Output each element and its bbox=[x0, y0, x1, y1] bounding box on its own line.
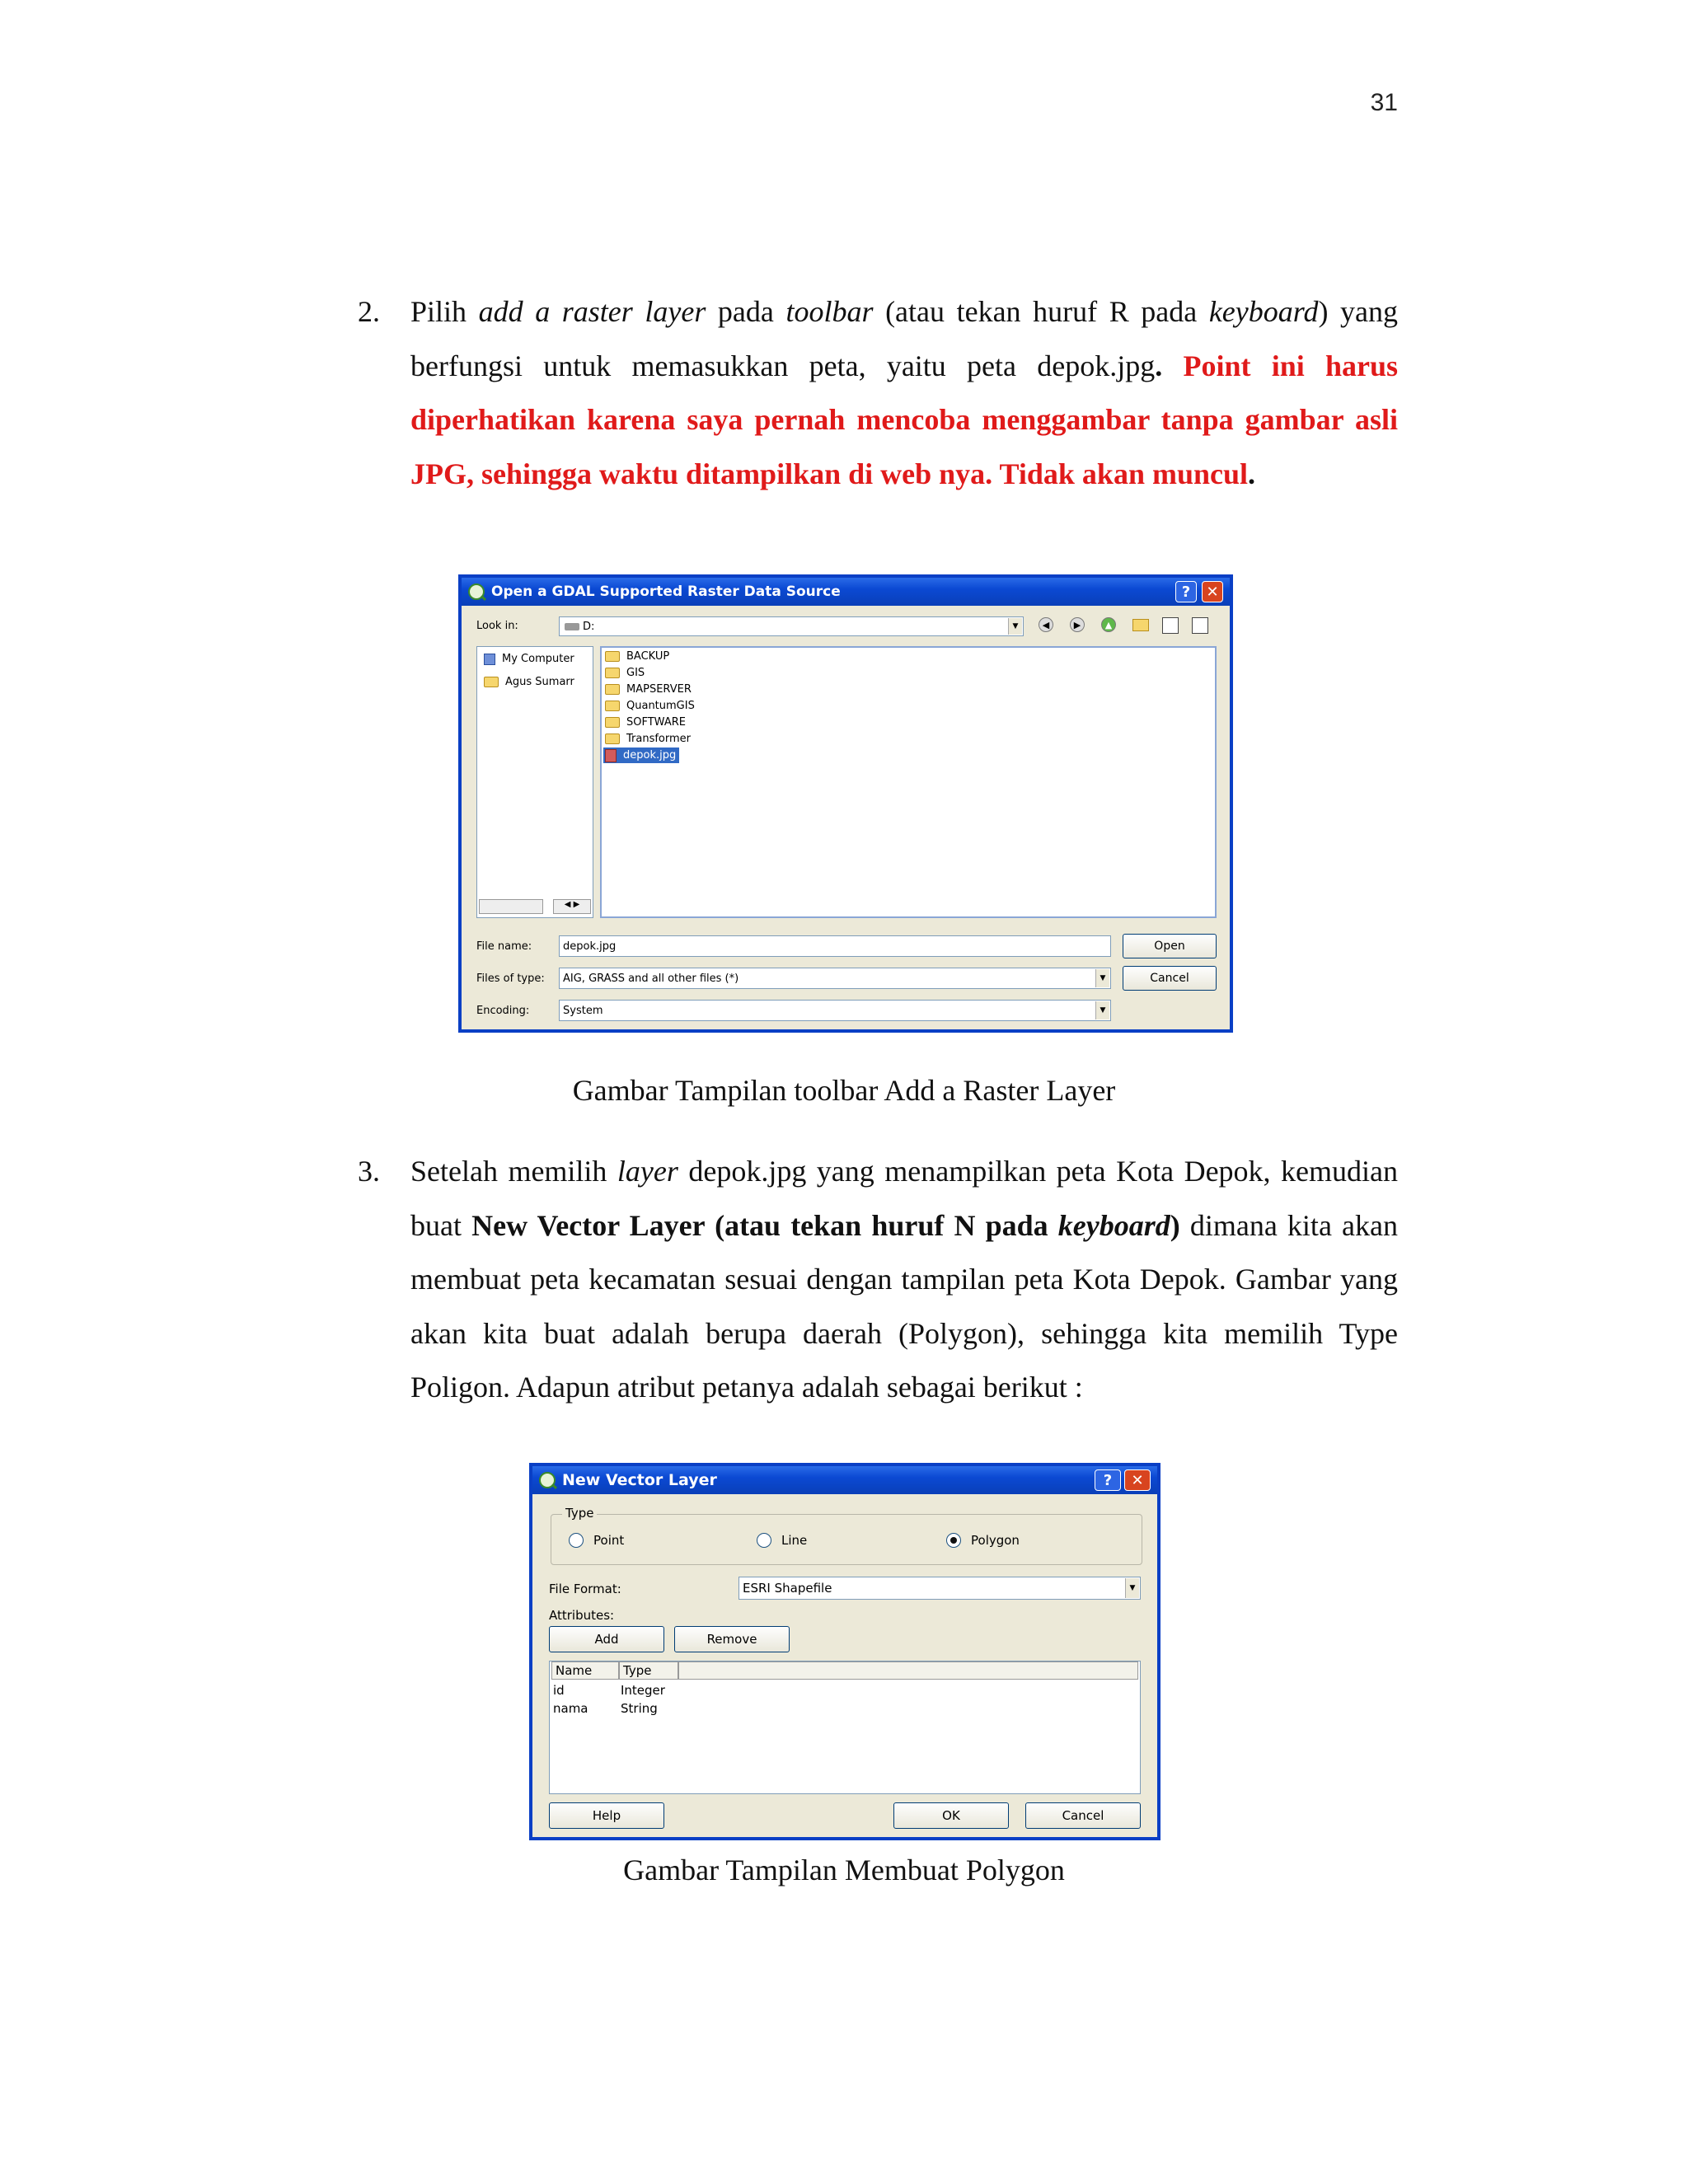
back-icon[interactable]: ◀ bbox=[1039, 617, 1053, 632]
dialog-title: Open a GDAL Supported Raster Data Source bbox=[491, 583, 841, 600]
folder-icon bbox=[605, 733, 620, 744]
file-label: depok.jpg bbox=[623, 749, 677, 762]
sidebar-item-user[interactable] bbox=[484, 674, 574, 690]
sidebar-scroll-arrows[interactable]: ◀ ▶ bbox=[553, 899, 591, 914]
text-italic: keyboard bbox=[1208, 295, 1319, 328]
folder-icon bbox=[605, 701, 620, 711]
text-bold: . bbox=[1155, 349, 1184, 382]
detail-view-icon[interactable] bbox=[1192, 617, 1208, 634]
text-bold-italic: keyboard bbox=[1057, 1208, 1170, 1242]
text-bold: . bbox=[1248, 457, 1255, 490]
text-italic: layer bbox=[617, 1155, 678, 1188]
folder-icon bbox=[605, 651, 620, 662]
column-header-filler bbox=[678, 1661, 1138, 1680]
encoding-value: System bbox=[563, 1004, 603, 1017]
help-title-button[interactable]: ? bbox=[1175, 581, 1197, 602]
cancel-button[interactable]: Cancel bbox=[1025, 1802, 1141, 1829]
text-italic: add a raster layer bbox=[478, 295, 706, 328]
add-button[interactable]: Add bbox=[549, 1626, 664, 1652]
dialog-title: New Vector Layer bbox=[562, 1471, 717, 1489]
column-header-name[interactable]: Name bbox=[551, 1661, 619, 1680]
figure-caption-2: Gambar Tampilan Membuat Polygon bbox=[623, 1854, 1065, 1886]
text: Pilih bbox=[410, 295, 479, 328]
column-header-type[interactable]: Type bbox=[619, 1661, 678, 1680]
list-item[interactable] bbox=[605, 649, 669, 664]
attributes-table bbox=[549, 1661, 1141, 1794]
type-group bbox=[551, 1514, 1142, 1565]
files-of-type-label: Files of type: bbox=[476, 972, 545, 985]
file-label: SOFTWARE bbox=[626, 716, 686, 729]
list-item[interactable] bbox=[605, 731, 691, 747]
encoding-select[interactable] bbox=[559, 1000, 1111, 1021]
text-bold: ) bbox=[1170, 1208, 1180, 1242]
chevron-down-icon: ▼ bbox=[1095, 969, 1109, 987]
list-item[interactable] bbox=[605, 698, 695, 714]
new-folder-icon[interactable] bbox=[1132, 619, 1149, 631]
list-number: 2. bbox=[358, 295, 380, 328]
image-file-icon bbox=[605, 749, 617, 762]
list-item[interactable] bbox=[605, 665, 645, 681]
warning-text: Point ini harus diperhatikan karena saya pernah mencoba menggambar tanpa gambar asli JPG, sehingga waktu ditampilkan di web nya. Tidak akan muncul bbox=[410, 349, 1398, 490]
text: Setelah memilih bbox=[410, 1155, 617, 1188]
close-title-button[interactable]: ✕ bbox=[1124, 1469, 1151, 1491]
file-label: BACKUP bbox=[626, 650, 670, 663]
text-italic: toolbar bbox=[785, 295, 874, 328]
cell-name: id bbox=[553, 1683, 565, 1698]
folder-icon bbox=[484, 677, 499, 687]
computer-icon bbox=[484, 654, 495, 665]
point-label: Point bbox=[593, 1533, 625, 1548]
sidebar-item-my-computer[interactable] bbox=[484, 651, 574, 667]
title-bar bbox=[462, 578, 1230, 606]
chevron-down-icon: ▼ bbox=[1095, 1001, 1109, 1019]
look-in-label: Look in: bbox=[476, 620, 518, 632]
files-of-type-value: AIG, GRASS and all other files (*) bbox=[563, 972, 739, 985]
sidebar-label: My Computer bbox=[502, 653, 574, 665]
list-item-selected[interactable] bbox=[603, 748, 679, 763]
folder-icon bbox=[605, 684, 620, 695]
sidebar-scrollbar[interactable] bbox=[479, 899, 543, 914]
line-radio[interactable] bbox=[757, 1533, 771, 1548]
type-group-label: Type bbox=[562, 1506, 597, 1521]
close-title-button[interactable]: ✕ bbox=[1202, 581, 1223, 602]
help-button[interactable]: Help bbox=[549, 1802, 664, 1829]
point-radio[interactable] bbox=[569, 1533, 584, 1548]
page-number: 31 bbox=[1370, 89, 1398, 116]
chevron-down-icon: ▼ bbox=[1125, 1578, 1139, 1598]
list-item[interactable] bbox=[605, 715, 686, 730]
qgis-icon bbox=[468, 583, 485, 600]
cell-name: nama bbox=[553, 1701, 588, 1716]
files-of-type-select[interactable] bbox=[559, 968, 1111, 989]
list-item-3 bbox=[358, 1145, 1398, 1415]
sidebar-panel bbox=[476, 646, 593, 918]
file-label: QuantumGIS bbox=[626, 700, 695, 712]
help-title-button[interactable]: ? bbox=[1095, 1469, 1121, 1491]
text: pada bbox=[706, 295, 786, 328]
file-format-select[interactable] bbox=[738, 1577, 1141, 1600]
raster-dialog bbox=[458, 574, 1233, 1033]
line-label: Line bbox=[781, 1533, 808, 1548]
folder-icon bbox=[605, 668, 620, 678]
cancel-button[interactable]: Cancel bbox=[1123, 966, 1217, 991]
new-vector-layer-dialog bbox=[529, 1463, 1160, 1840]
file-label: Transformer bbox=[626, 733, 692, 745]
open-button[interactable]: Open bbox=[1123, 934, 1217, 958]
text-bold: New Vector Layer (atau tekan huruf N pada bbox=[471, 1208, 1058, 1242]
folder-icon bbox=[605, 717, 620, 728]
text: (atau tekan huruf R pada bbox=[873, 295, 1209, 328]
polygon-label: Polygon bbox=[971, 1533, 1020, 1548]
list-view-icon[interactable] bbox=[1162, 617, 1179, 634]
file-label: GIS bbox=[626, 667, 645, 679]
file-label: MAPSERVER bbox=[626, 683, 692, 696]
text: dimana kita akan membuat peta kecamatan sesuai dengan tampilan peta Kota Depok. Gambar yang akan kita buat adalah berupa daerah (Polygon), sehingga kita memilih Type Poligon. Adapun atribut petanya adalah sebagai berikut : bbox=[410, 1208, 1398, 1404]
list-item[interactable] bbox=[605, 682, 692, 697]
figure-caption-1: Gambar Tampilan toolbar Add a Raster Layer bbox=[572, 1074, 1116, 1107]
attributes-label: Attributes: bbox=[549, 1608, 615, 1623]
encoding-label: Encoding: bbox=[476, 1005, 530, 1017]
cell-type: Integer bbox=[621, 1683, 665, 1698]
table-row[interactable] bbox=[550, 1681, 1140, 1699]
text: depok.jpg yang menampilkan peta Kota Depok, kemudian buat bbox=[410, 1155, 1398, 1242]
cell-type: String bbox=[621, 1701, 658, 1716]
list-number: 3. bbox=[358, 1155, 380, 1188]
up-folder-icon[interactable]: ▲ bbox=[1101, 617, 1116, 632]
file-list-panel bbox=[600, 646, 1217, 918]
look-in-combo[interactable] bbox=[559, 616, 1024, 636]
file-format-label: File Format: bbox=[549, 1582, 621, 1596]
sidebar-label: Agus Sumarr bbox=[505, 676, 574, 688]
title-bar bbox=[532, 1466, 1157, 1494]
qgis-icon bbox=[539, 1472, 556, 1488]
file-name-label: File name: bbox=[476, 940, 532, 953]
ok-button[interactable]: OK bbox=[893, 1802, 1009, 1829]
chevron-down-icon: ▼ bbox=[1008, 618, 1022, 635]
polygon-radio[interactable] bbox=[946, 1533, 961, 1548]
file-format-value: ESRI Shapefile bbox=[743, 1581, 832, 1596]
drive-icon bbox=[565, 623, 579, 630]
file-name-input[interactable]: depok.jpg bbox=[559, 935, 1111, 957]
look-in-value: D: bbox=[583, 620, 595, 633]
remove-button[interactable]: Remove bbox=[674, 1626, 790, 1652]
list-item-2 bbox=[358, 285, 1398, 501]
text: ) yang berfungsi untuk memasukkan peta, yaitu peta depok.jpg bbox=[410, 295, 1398, 382]
forward-icon[interactable]: ▶ bbox=[1070, 617, 1085, 632]
table-row[interactable] bbox=[550, 1699, 1140, 1718]
